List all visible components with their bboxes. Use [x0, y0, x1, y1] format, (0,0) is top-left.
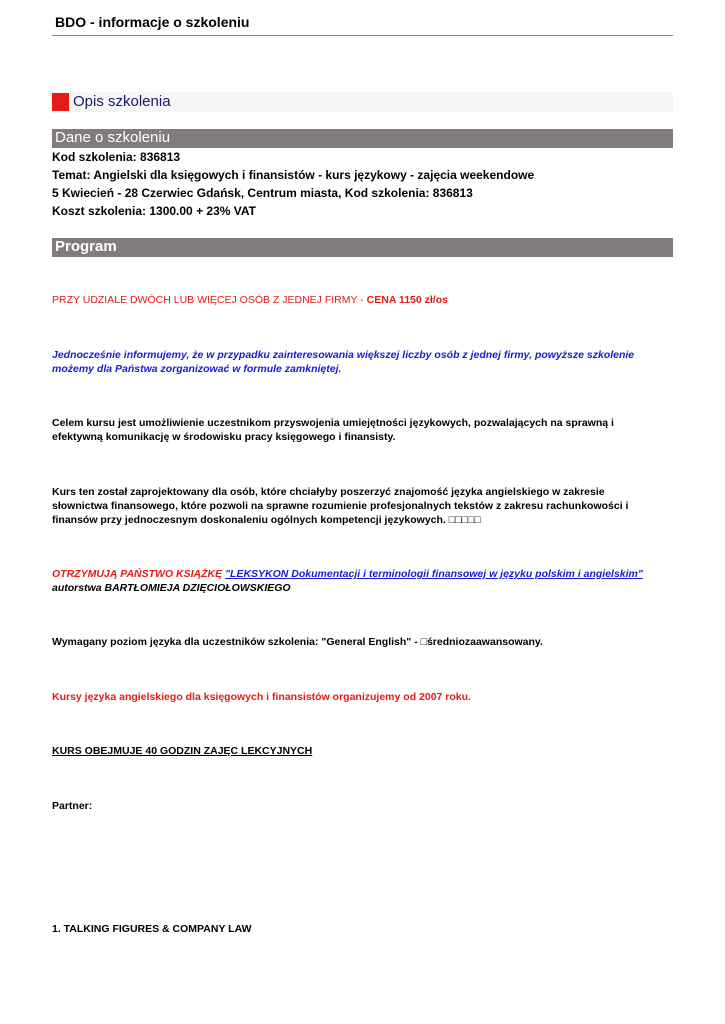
- module-heading: 1. TALKING FIGURES & COMPANY LAW: [52, 923, 252, 935]
- dane-section-label: Dane o szkoleniu: [55, 129, 171, 146]
- course-goal-line: Celem kursu jest umożliwienie uczestnikom przyswojenia umiejętności językowych, pozwalających na sprawną i: [52, 417, 614, 429]
- book-offer-intro: OTRZYMUJĄ PAŃSTWO KSIĄŻKĘ: [52, 568, 226, 580]
- opis-section-label: Opis szkolenia: [73, 93, 171, 110]
- group-discount-text: [52, 293, 677, 307]
- course-cost: Koszt szkolenia: 1300.00 + 23% VAT: [52, 204, 256, 218]
- page-title: BDO - informacje o szkoleniu: [55, 14, 250, 30]
- course-goal-paragraph: [52, 416, 677, 444]
- partner-label: Partner:: [52, 800, 93, 812]
- course-topic: Temat: Angielski dla księgowych i finansistów - kurs językowy - zajęcia weekendowe: [52, 168, 535, 182]
- dane-section-header: [52, 129, 673, 148]
- book-offer: [52, 567, 677, 595]
- course-hours: KURS OBEJMUJE 40 GODZIN ZAJĘC LEKCYJNYCH: [52, 745, 313, 757]
- book-author: autorstwa BARTŁOMIEJA DZIĘCIOŁOWSKIEGO: [52, 582, 291, 594]
- opis-section-header: [52, 92, 673, 112]
- group-discount-price: CENA 1150 zł/os: [366, 294, 448, 306]
- course-goal-line: efektywną komunikację w środowisku pracy księgowego i finansisty.: [52, 431, 396, 443]
- courses-since: Kursy języka angielskiego dla księgowych i finansistów organizujemy od 2007 roku.: [52, 691, 471, 703]
- closed-training-info: [52, 348, 677, 376]
- closed-training-info-line: Jednocześnie informujemy, że w przypadku zainteresowania większej liczby osób z jednej firmy, powyższe szkolenie: [52, 349, 635, 361]
- course-audience-line: Kurs ten został zaprojektowany dla osób, które chciałyby poszerzyć znajomość języka angielskiego w zakresie: [52, 486, 605, 498]
- program-section-header: [52, 238, 673, 257]
- course-audience-line: słownictwa finansowego, które pozwoli na sprawne rozumienie profesjonalnych tekstów z zakresu rachunkowości i: [52, 500, 629, 512]
- course-audience-paragraph: [52, 485, 677, 527]
- course-code: Kod szkolenia: 836813: [52, 150, 181, 164]
- course-dates-location: 5 Kwiecień - 28 Czerwiec Gdańsk, Centrum miasta, Kod szkolenia: 836813: [52, 186, 473, 200]
- closed-training-info-line: możemy dla Państwa zorganizować w formule zamkniętej.: [52, 363, 342, 375]
- book-title-link[interactable]: "LEKSYKON Dokumentacji i terminologii finansowej w języku polskim i angielskim": [225, 568, 643, 580]
- course-audience-line: finansów przy jednoczesnym doskonaleniu ogólnych kompetencji językowych. □□□□□: [52, 514, 481, 526]
- program-section-label: Program: [55, 238, 117, 255]
- section-marker-icon: [52, 93, 69, 111]
- header-divider: [52, 35, 673, 36]
- group-discount-label: PRZY UDZIALE DWÓCH LUB WIĘCEJ OSÓB Z JEDNEJ FIRMY -: [52, 294, 367, 306]
- required-level: Wymagany poziom języka dla uczestników szkolenia: "General English" - □średniozaawansowany.: [52, 636, 543, 648]
